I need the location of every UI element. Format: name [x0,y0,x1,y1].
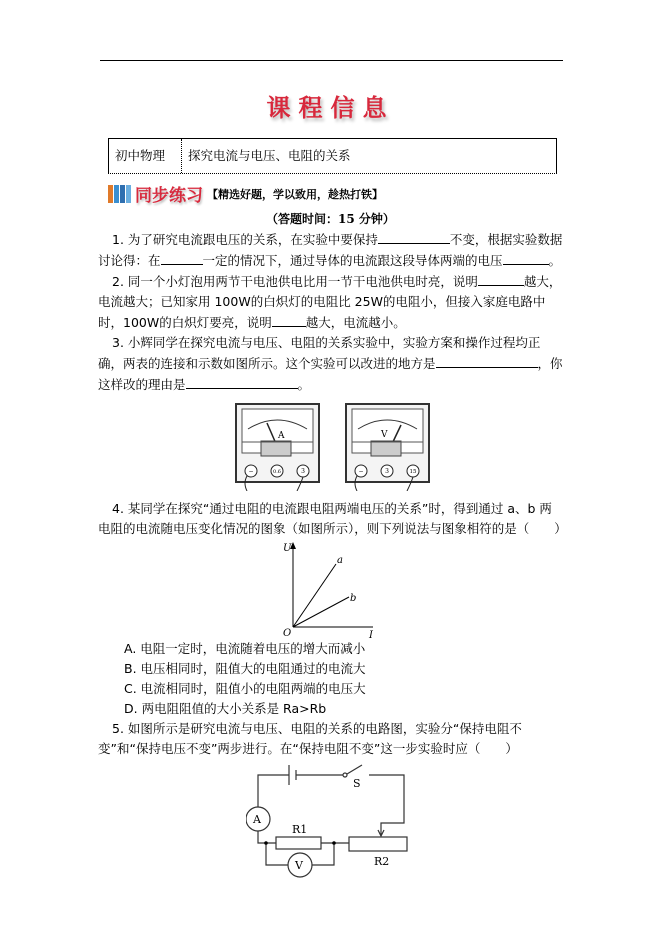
header-rule [100,60,563,61]
question-2 [98,271,564,333]
option-a[interactable]: A. 电阻一定时，电流随着电压的增大而减小 [124,641,366,656]
line-a-label: a [337,555,343,566]
origin-label: O [283,628,292,639]
voltmeter-label: V [295,859,303,872]
switch-label: S [353,777,361,790]
x-axis-label: I [369,630,373,639]
question-1 [98,229,564,271]
meters-figure [231,401,431,491]
questions [98,229,567,883]
r1-label: R1 [292,823,308,836]
time-note: （答题时间：15 分钟） [266,212,395,226]
voltmeter-terminal-negative: − [358,468,364,475]
answer-blank[interactable] [272,312,306,327]
section-subtitle: 【精选好题，学以致用，趁热打铁】 [207,187,383,201]
answer-blank[interactable] [503,250,549,265]
q4-text: 4. 某同学在探究“通过电阻的电流跟电阻两端电压的关系”时，得到通过 a、b 两电阻的电流随电压变化情况的图象（如图所示），则下列说法与图象相符的是（ ） [98,501,567,536]
line-b [293,597,349,627]
q5-text: 5. 如图所示是研究电流与电压、电阻的关系的电路图，实验分“保持电阻不变”和“保持电压不变”两步进行。在“保持电阻不变”这一步实验时应（ ） [98,721,522,756]
ammeter-label: A [253,813,261,826]
voltmeter-terminal-3: 3 [385,468,389,475]
r2-label: R2 [374,855,390,868]
q3-text: 3. 小辉同学在探究电流与电压、电阻的关系实验中，实验方案和操作过程均正确，两表的连接和示数如图所示。这个实验可以改进的地方是 [98,335,541,371]
ammeter-terminal-0.6: 0.6 [273,469,281,475]
answer-blank[interactable] [378,229,450,244]
course-info-table [108,138,557,174]
q3-text: 。 [297,377,311,392]
q2-text: 越大，电流越大；已知家用 100W的白炽灯的电阻比 25W的电阻小，但接入家庭电路中时，100W的白炽灯要亮，说明 [98,274,562,330]
q2-text: 越大，电流越小。 [305,315,406,330]
section-heading: 同步练习 [135,186,203,206]
section-header [108,181,383,206]
q1-text: 不变，根据实验数据讨论得：在 [98,232,563,268]
circuit-diagram [246,763,416,883]
option-b[interactable]: B. 电压相同时，阻值大的电阻通过的电流大 [124,661,366,676]
y-axis-label: U [283,543,292,554]
subject-cell: 初中物理 [109,139,182,173]
u-i-graph [281,539,381,639]
q1-text: 一定的情况下，通过导体的电流跟这段导体两端的电压 [202,253,503,268]
q1-text: 。 [548,253,562,268]
page-title: 课程信息 [266,93,395,122]
switch-icon [347,765,362,774]
ammeter-terminal-3: 3 [301,468,305,475]
answer-blank[interactable] [186,374,298,389]
voltmeter-terminal-15: 15 [409,469,417,475]
option-d[interactable]: D. 两电阻阻值的大小关系是 Ra>Rb [124,701,327,716]
answer-blank[interactable] [478,271,524,286]
topic-cell: 探究电流与电压、电阻的关系 [188,148,351,163]
answer-blank[interactable] [161,250,203,265]
question-3 [98,333,564,395]
ammeter [236,404,319,491]
q1-text: 1. 为了研究电流跟电压的关系，在实验中要保持 [112,232,378,247]
answer-blank[interactable] [436,353,538,368]
ammeter-label: A [278,431,285,441]
voltmeter [346,404,429,491]
line-b-label: b [350,593,357,604]
books-icon [108,185,131,203]
q2-text: 2. 同一个小灯泡用两节干电池供电比用一节干电池供电时亮，说明 [112,274,478,289]
voltmeter-label: V [381,430,388,440]
ammeter-terminal-negative: − [248,468,254,475]
line-a [293,564,336,627]
option-c[interactable]: C. 电流相同时，阻值小的电阻两端的电压大 [124,681,366,696]
q3-text: ，你这样改的理由是 [98,356,563,392]
